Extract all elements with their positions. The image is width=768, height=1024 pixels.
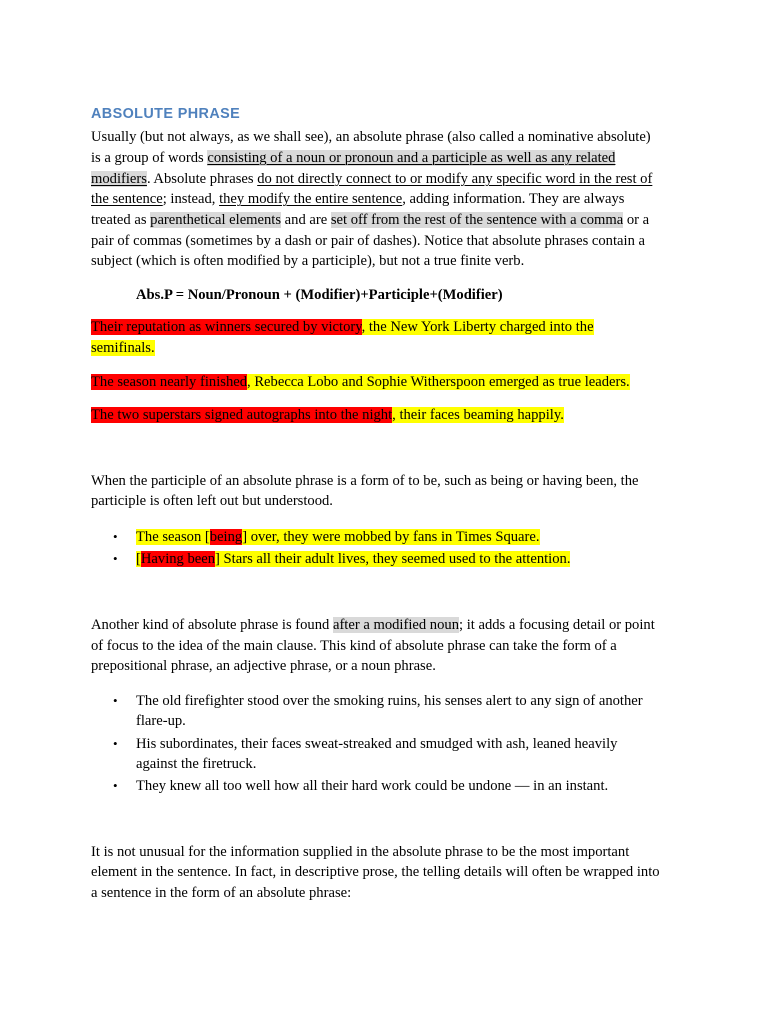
intro-line-1: Usually (but not always, as we shall see), an absolute phrase (also called a nominative absolute) [91,129,651,145]
bullet-marker: • [113,551,118,566]
list-item-hard-work: They knew all too well how all their hard work could be undone — in an instant. [136,778,609,794]
intro-line-3: modifiers. Absolute phrases do not directly connect to or modify any specific word in the rest of [91,171,653,187]
para2-line-1: When the participle of an absolute phrase is a form of to be, such as being or having been, the [91,473,639,489]
para4-line-3: a sentence in the form of an absolute phrase: [91,885,352,901]
para3-line-3: prepositional phrase, an adjective phrase, or a noun phrase. [91,658,436,674]
list-item-subordinates-cont: against the firetruck. [136,756,257,772]
example-1-line-2: semifinals. [91,340,155,356]
para3-line-1: Another kind of absolute phrase is found after a modified noun; it adds a focusing detail or point [91,617,655,633]
bullet-marker: • [113,736,118,751]
list-item-firefighter: The old firefighter stood over the smoking ruins, his senses alert to any sign of another [136,693,643,709]
example-3: The two superstars signed autographs into the night, their faces beaming happily. [91,407,564,423]
list-item-having-been: [Having been] Stars all their adult lives, they seemed used to the attention. [136,551,571,567]
para4-line-1: It is not unusual for the information supplied in the absolute phrase to be the most important [91,844,630,860]
bullet-marker: • [113,778,118,793]
formula: Abs.P = Noun/Pronoun + (Modifier)+Participle+(Modifier) [136,287,503,303]
list-item-firefighter-cont: flare-up. [136,713,186,729]
section-heading: ABSOLUTE PHRASE [91,106,241,122]
bullet-marker: • [113,693,118,708]
intro-line-5: treated as parenthetical elements and are set off from the rest of the sentence with a comma or a [91,212,650,228]
intro-line-4: the sentence; instead, they modify the entire sentence, adding information. They are always [91,191,625,207]
list-item-being: The season [being] over, they were mobbed by fans in Times Square. [136,529,540,545]
intro-line-6: pair of commas (sometimes by a dash or pair of dashes). Notice that absolute phrases contain a [91,233,645,249]
list-item-subordinates: His subordinates, their faces sweat-streaked and smudged with ash, leaned heavily [136,736,618,752]
example-1-line-1: Their reputation as winners secured by victory, the New York Liberty charged into the [91,319,594,335]
para3-line-2: of focus to the idea of the main clause. This kind of absolute phrase can take the form of a [91,638,617,654]
intro-line-7: subject (which is often modified by a participle), but not a true finite verb. [91,253,525,269]
bullet-marker: • [113,529,118,544]
intro-line-2: is a group of words consisting of a noun or pronoun and a participle as well as any related [91,150,616,166]
para2-line-2: participle is often left out but understood. [91,493,333,509]
para4-line-2: element in the sentence. In fact, in descriptive prose, the telling details will often be wrapped into [91,864,660,880]
example-2: The season nearly finished, Rebecca Lobo and Sophie Witherspoon emerged as true leaders. [91,374,630,390]
